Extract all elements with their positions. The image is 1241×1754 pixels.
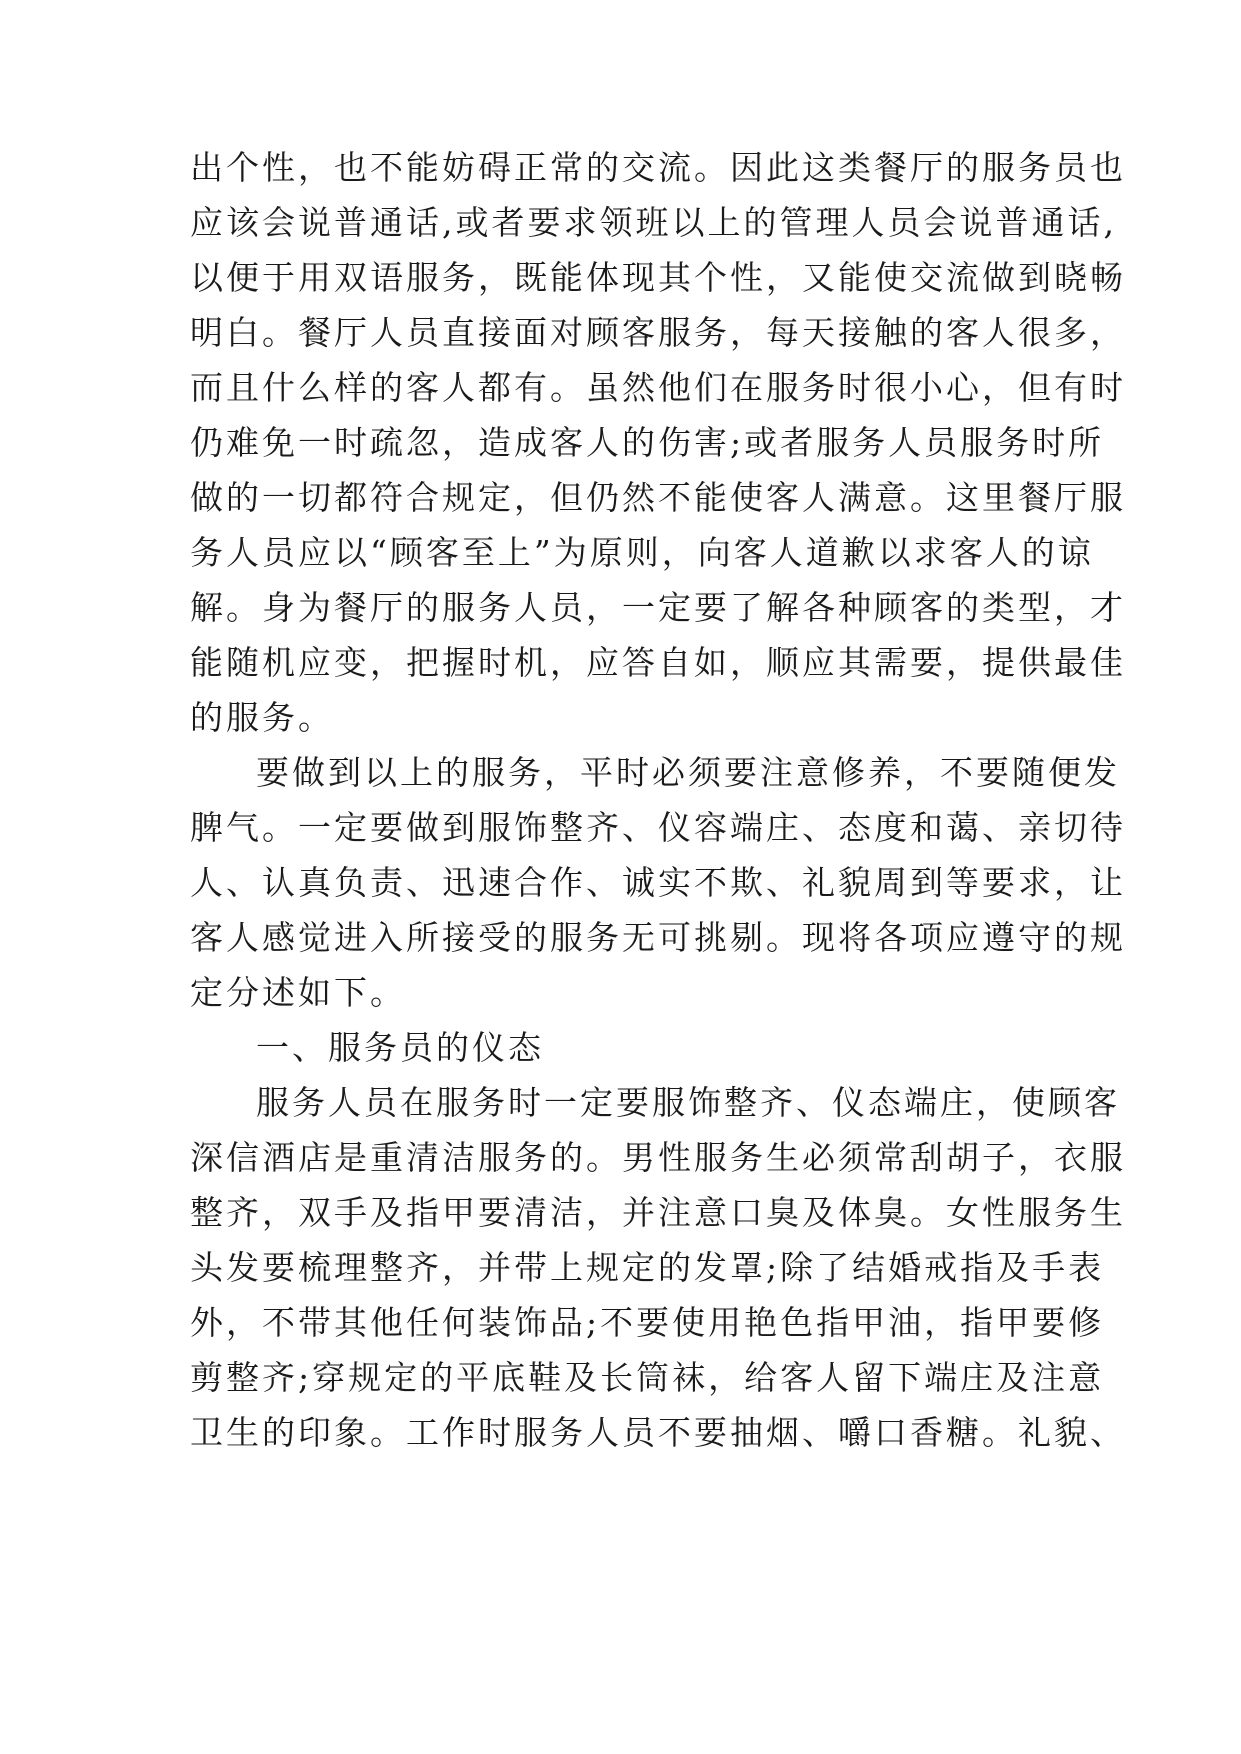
text-line: 解。身为餐厅的服务人员，一定要了解各种顾客的类型，才 <box>190 588 1126 627</box>
text-line: 出个性，也不能妨碍正常的交流。因此这类餐厅的服务员也 <box>190 148 1126 187</box>
text-line: 应该会说普通话,或者要求领班以上的管理人员会说普通话, <box>190 203 1117 242</box>
text-line: 脾气。一定要做到服饰整齐、仪容端庄、态度和蔼、亲切待 <box>190 808 1126 847</box>
text-line: 的服务。 <box>190 698 334 737</box>
text-line: 做的一切都符合规定，但仍然不能使客人满意。这里餐厅服 <box>190 478 1126 517</box>
text-line: 卫生的印象。工作时服务人员不要抽烟、嚼口香糖。礼貌、 <box>190 1413 1126 1452</box>
text-line: 客人感觉进入所接受的服务无可挑剔。现将各项应遵守的规 <box>190 918 1126 957</box>
text-line: 明白。餐厅人员直接面对顾客服务，每天接触的客人很多， <box>190 313 1126 352</box>
text-line: 服务人员在服务时一定要服饰整齐、仪态端庄，使顾客 <box>256 1083 1120 1122</box>
text-line: 整齐，双手及指甲要清洁，并注意口臭及体臭。女性服务生 <box>190 1193 1126 1232</box>
section-heading: 一、服务员的仪态 <box>256 1028 544 1067</box>
text-line: 而且什么样的客人都有。虽然他们在服务时很小心，但有时 <box>190 368 1126 407</box>
text-line: 深信酒店是重清洁服务的。男性服务生必须常刮胡子，衣服 <box>190 1138 1126 1177</box>
text-line: 要做到以上的服务，平时必须要注意修养，不要随便发 <box>256 753 1120 792</box>
text-line: 人、认真负责、迅速合作、诚实不欺、礼貌周到等要求，让 <box>190 863 1126 902</box>
text-line: 务人员应以“顾客至上”为原则，向客人道歉以求客人的谅 <box>190 533 1094 572</box>
text-line: 能随机应变，把握时机，应答自如，顺应其需要，提供最佳 <box>190 643 1126 682</box>
text-line: 以便于用双语服务，既能体现其个性，又能使交流做到晓畅 <box>190 258 1126 297</box>
text-line: 仍难免一时疏忽，造成客人的伤害;或者服务人员服务时所 <box>190 423 1105 462</box>
text-line: 外，不带其他任何装饰品;不要使用艳色指甲油，指甲要修 <box>190 1303 1105 1342</box>
text-line: 剪整齐;穿规定的平底鞋及长筒袜，给客人留下端庄及注意 <box>190 1358 1105 1397</box>
text-line: 定分述如下。 <box>190 973 406 1012</box>
text-line: 头发要梳理整齐，并带上规定的发罩;除了结婚戒指及手表 <box>190 1248 1105 1287</box>
